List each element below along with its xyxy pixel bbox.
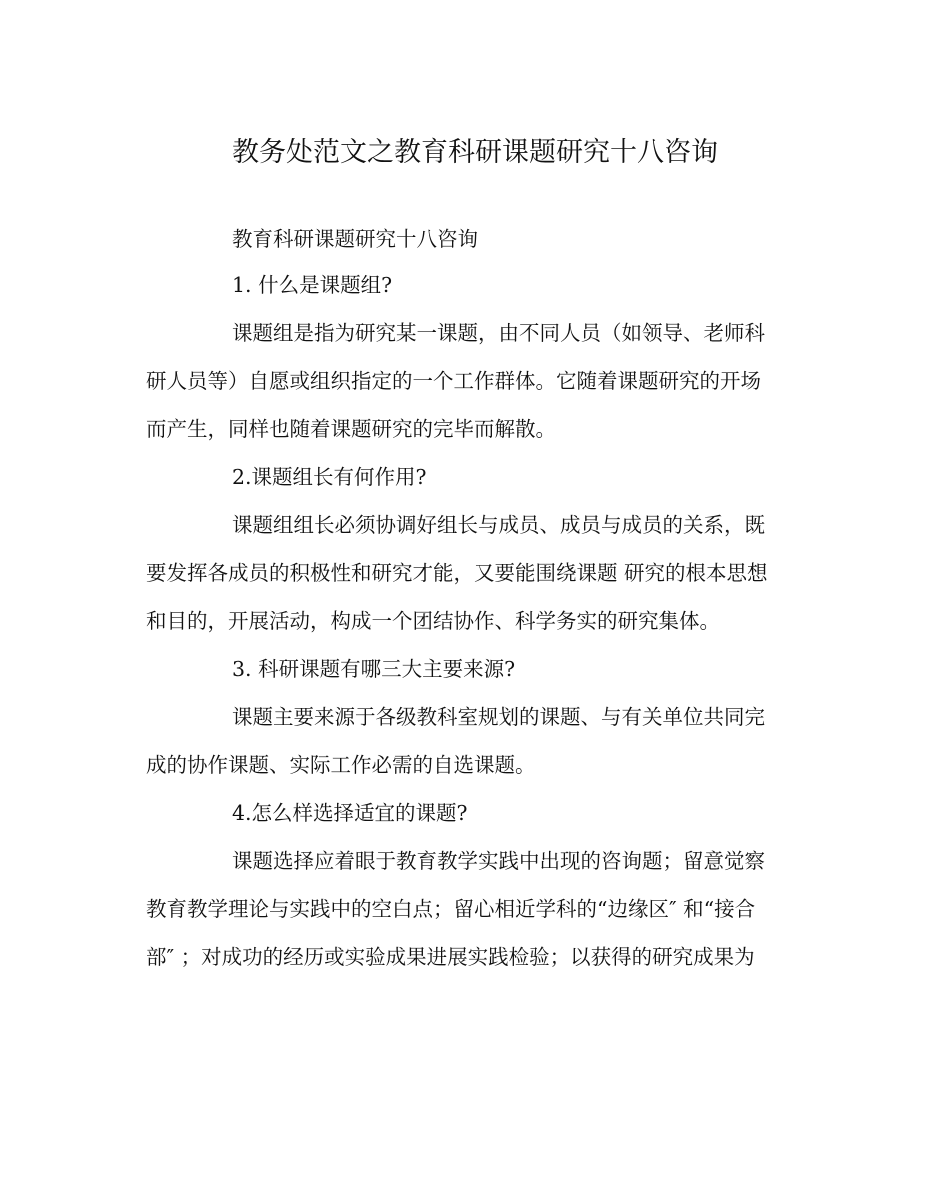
answer-3-line-2: 成的协作课题、实际工作必需的自选课题。: [146, 753, 536, 777]
answer-1-line-2: 研人员等）自愿或组织指定的一个工作群体。它随着课题研究的开场: [146, 369, 761, 393]
answer-4-line-1: 课题选择应着眼于教育教学实践中出现的咨询题；留意觉察: [232, 849, 765, 873]
answer-1-line-3: 而产生，同样也随着课题研究的完毕而解散。: [146, 417, 556, 441]
question-2: 2.课题组长有何作用?: [232, 465, 427, 489]
answer-2-line-3: 和目的，开展活动，构成一个团结协作、科学务实的研究集体。: [146, 609, 720, 633]
question-1: 1. 什么是课题组?: [232, 273, 393, 297]
answer-4-line-2: 教育教学理论与实践中的空白点；留心相近学科的“边缘区″ 和“接合: [146, 897, 756, 921]
answer-4-line-3: 部″ ；对成功的经历或实验成果进展实践检验；以获得的研究成果为: [146, 945, 755, 969]
answer-2-line-1: 课题组组长必须协调好组长与成员、成员与成员的关系，既: [232, 513, 765, 537]
question-4: 4.怎么样选择适宜的课题?: [232, 801, 468, 825]
answer-3-line-1: 课题主要来源于各级教科室规划的课题、与有关单位共同完: [232, 705, 765, 729]
document-title: 教务处范文之教育科研课题研究十八咨询: [232, 137, 718, 168]
question-3: 3. 科研课题有哪三大主要来源?: [232, 657, 516, 681]
answer-1-line-1: 课题组是指为研究某一课题，由不同人员（如领导、老师科: [232, 321, 765, 345]
answer-2-line-2: 要发挥各成员的积极性和研究才能，又要能围绕课题 研究的根本思想: [146, 561, 768, 585]
document-subtitle: 教育科研课题研究十八咨询: [232, 227, 478, 251]
